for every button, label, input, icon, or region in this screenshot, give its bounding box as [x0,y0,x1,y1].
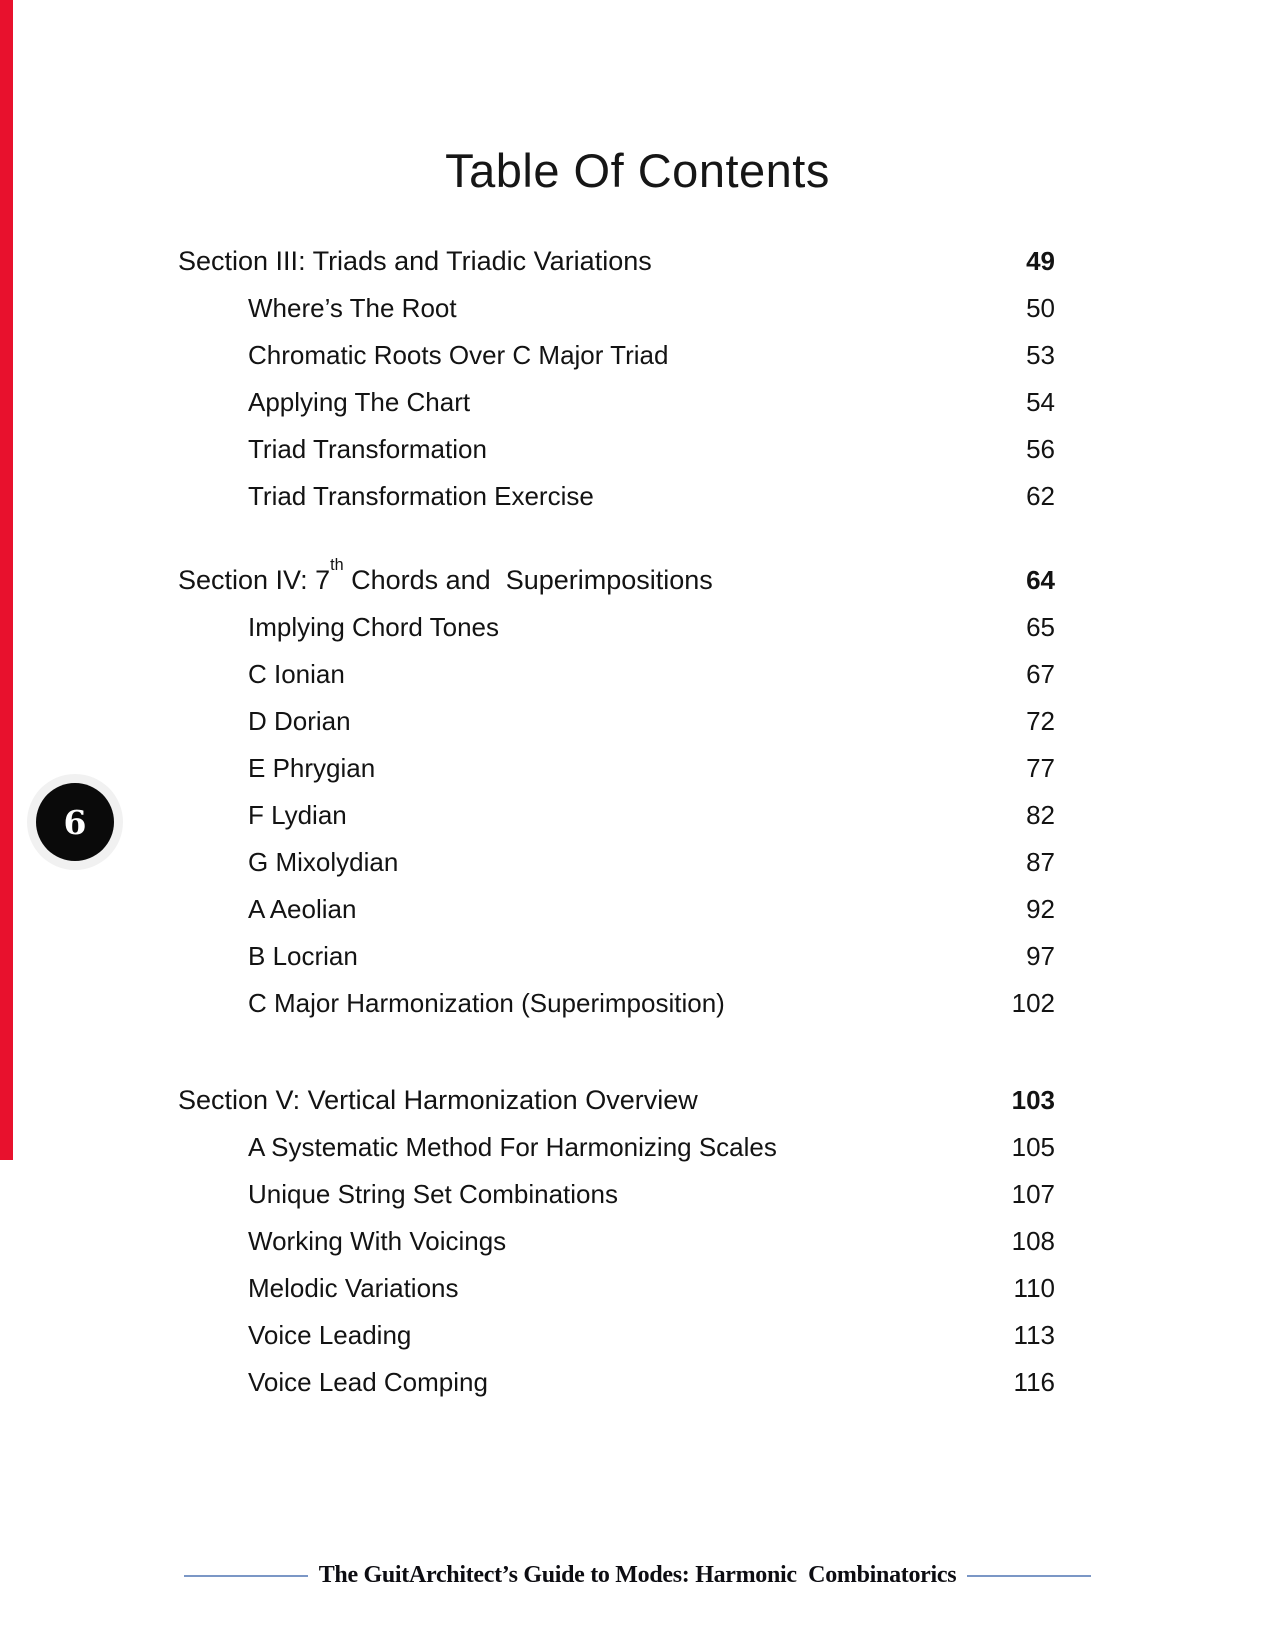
toc-entry-label: Triad Transformation Exercise [248,481,594,511]
toc-entry-page: 54 [1026,387,1055,417]
toc-entry [178,285,1055,332]
toc-entry-label: Voice Lead Comping [248,1367,488,1397]
toc-section-heading [178,557,1055,604]
toc-entry [178,651,1055,698]
toc-entry [178,980,1055,1027]
toc-section-heading [178,1077,1055,1124]
toc-section-heading-label: Section III: Triads and Triadic Variations [178,246,652,276]
toc-entry-page: 107 [1011,1179,1055,1209]
toc-entry [178,604,1055,651]
toc-entry-label: F Lydian [248,800,347,830]
toc-entry-label: Triad Transformation [248,434,487,464]
toc-entry [178,332,1055,379]
toc-entry-page: 72 [1026,706,1055,736]
toc-entry [178,1171,1055,1218]
toc-entry [178,379,1055,426]
toc-entry-label: Where’s The Root [248,293,457,323]
table-of-contents [178,238,1055,1406]
toc-section-heading [178,238,1055,285]
toc-entry-label: E Phrygian [248,753,376,783]
toc-entry-page: 67 [1026,659,1055,689]
toc-entry-label: G Mixolydian [248,847,399,877]
toc-entry-label: C Ionian [248,659,345,689]
toc-entry-page: 50 [1026,293,1055,323]
toc-entry-page: 92 [1026,894,1055,924]
toc-entry-page: 105 [1011,1132,1055,1162]
footer-left-rule [184,1575,308,1577]
footer [0,1562,1275,1589]
toc-entry [178,839,1055,886]
page-number: 6 [63,802,87,842]
toc-section-heading-label: Section V: Vertical Harmonization Overview [178,1085,698,1115]
toc-section-heading-page: 49 [1026,246,1055,276]
toc-entry-page: 77 [1026,753,1055,783]
toc-entry-page: 56 [1026,434,1055,464]
page-number-badge [36,783,114,861]
toc-entry [178,1124,1055,1171]
toc-entry-page: 97 [1026,941,1055,971]
toc-entry [178,426,1055,473]
toc-entry [178,1265,1055,1312]
toc-entry-label: C Major Harmonization (Superimposition) [248,988,725,1018]
toc-entry [178,933,1055,980]
toc-entry-page: 53 [1026,340,1055,370]
toc-entry-label: Applying The Chart [248,387,471,417]
toc-entry-label: Unique String Set Combinations [248,1179,618,1209]
toc-entry-page: 65 [1026,612,1055,642]
toc-entry-page: 110 [1013,1273,1055,1303]
toc-section-heading-label: Section IV: 7th Chords and Superimpositions [178,556,713,595]
toc-entry-label: Implying Chord Tones [248,612,499,642]
toc-entry-page: 102 [1011,988,1055,1018]
toc-entry-page: 82 [1026,800,1055,830]
page-title: Table Of Contents [445,144,830,197]
toc-entry-label: Working With Voicings [248,1226,507,1256]
toc-entry-page: 62 [1026,481,1055,511]
toc-entry-label: D Dorian [248,706,351,736]
toc-entry-page: 113 [1013,1320,1055,1350]
toc-entry-label: A Aeolian [248,894,357,924]
footer-right-rule [967,1575,1091,1577]
toc-section-heading-page: 64 [1026,565,1055,595]
toc-entry-label: Chromatic Roots Over C Major Triad [248,340,669,370]
toc-entry [178,473,1055,520]
toc-entry-label: Melodic Variations [248,1273,459,1303]
toc-entry-label: Voice Leading [248,1320,412,1350]
toc-entry [178,1218,1055,1265]
toc-entry [178,886,1055,933]
toc-entry-label: A Systematic Method For Harmonizing Scales [248,1132,777,1162]
toc-entry-page: 108 [1011,1226,1055,1256]
toc-entry [178,1312,1055,1359]
toc-entry-page: 116 [1013,1367,1055,1397]
toc-entry [178,792,1055,839]
toc-section-heading-page: 103 [1011,1085,1055,1115]
toc-entry-page: 87 [1026,847,1055,877]
toc-entry-label: B Locrian [248,941,358,971]
footer-title: The GuitArchitect’s Guide to Modes: Harmonic Combinatorics [318,1562,957,1588]
toc-entry [178,1359,1055,1406]
toc-entry [178,745,1055,792]
toc-entry [178,698,1055,745]
